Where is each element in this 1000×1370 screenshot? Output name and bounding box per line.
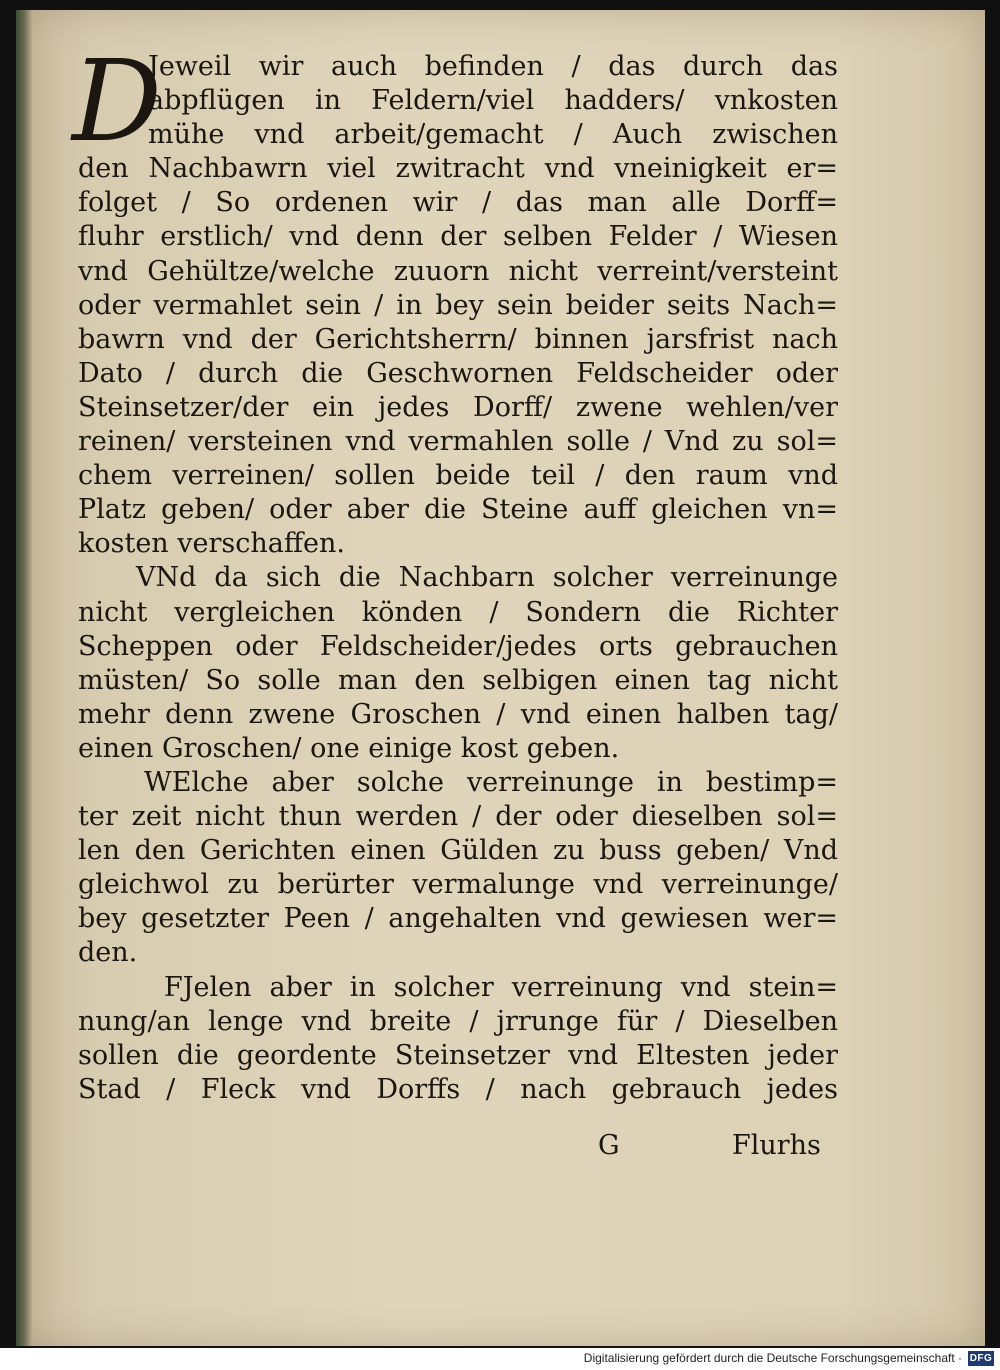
text-line: mehr denn zwene Groschen / vnd einen halben tag/: [78, 698, 838, 730]
signature-mark: G: [598, 1130, 620, 1161]
text-line: VNd da sich die Nachbarn solcher verreinunge: [136, 562, 838, 594]
text-line: reinen/ versteinen vnd vermahlen solle / Vnd zu sol=: [78, 426, 838, 458]
text-line: einen Groschen/ one einige kost geben.: [78, 732, 620, 764]
text-line: Stad / Fleck vnd Dorffs / nach gebrauch jedes: [78, 1073, 838, 1105]
text-line: mühe vnd arbeit/gemacht / Auch zwischen: [148, 119, 838, 151]
text-line: folget / So ordenen wir / das man alle Dorff=: [78, 187, 838, 219]
text-line: Dato / durch die Geschwornen Feldscheider oder: [78, 357, 838, 389]
text-line: sollen die geordente Steinsetzer vnd Eltesten jeder: [78, 1039, 838, 1071]
drop-cap-initial: D: [72, 37, 162, 167]
text-line: ter zeit nicht thun werden / der oder dieselben sol=: [78, 801, 838, 833]
text-line: Jeweil wir auch befinden / das durch das: [148, 51, 838, 82]
document-page: [16, 10, 985, 1346]
text-line: den Nachbawrn viel zwitracht vnd vneinigkeit er=: [78, 153, 838, 185]
text-line: oder vermahlet sein / in bey sein beider seits Nach=: [78, 289, 838, 321]
text-line: nung/an lenge vnd breite / jrrunge für / Dieselben: [78, 1005, 838, 1037]
dfg-logo: DFG: [969, 1353, 993, 1364]
body-text: [72, 37, 838, 1107]
text-line: bey gesetzter Peen / angehalten vnd gewiesen wer=: [78, 903, 838, 935]
catchword: Flurhs: [732, 1130, 821, 1161]
text-line: fluhr erstlich/ vnd denn der selben Felder / Wiesen: [78, 221, 838, 253]
text-line: bawrn vnd der Gerichtsherrn/ binnen jarsfrist nach: [78, 323, 838, 355]
text-line: Steinsetzer/der ein jedes Dorff/ zwene wehlen/ver: [78, 391, 838, 423]
text-line: den.: [78, 937, 138, 969]
digitization-footer: [0, 1348, 1000, 1370]
binding-edge: [16, 10, 32, 1346]
text-line: WElche aber solche verreinunge in bestimp=: [144, 766, 838, 798]
text-line: chem verreinen/ sollen beide teil / den raum vnd: [78, 460, 838, 492]
text-line: Scheppen oder Feldscheider/jedes orts gebrauchen: [78, 630, 838, 662]
text-line: Platz geben/ oder aber die Steine auff gleichen vn=: [78, 494, 838, 526]
text-line: abpflügen in Feldern/viel hadders/ vnkosten: [148, 85, 838, 117]
text-line: müsten/ So solle man den selbigen einen tag nicht: [78, 664, 838, 696]
text-line: vnd Gehültze/welche zuuorn nicht verreint/versteint: [78, 255, 838, 287]
text-line: gleichwol zu berürter vermalunge vnd verreinunge/: [78, 869, 838, 901]
funding-notice: Digitalisierung gefördert durch die Deutsche Forschungsgemeinschaft ·: [583, 1351, 962, 1365]
text-line: len den Gerichten einen Gülden zu buss geben/ Vnd: [78, 835, 838, 867]
text-line: FJelen aber in solcher verreinung vnd stein=: [164, 971, 838, 1003]
text-line: nicht vergleichen könden / Sondern die Richter: [78, 596, 838, 628]
text-line: kosten verschaffen.: [78, 528, 346, 560]
